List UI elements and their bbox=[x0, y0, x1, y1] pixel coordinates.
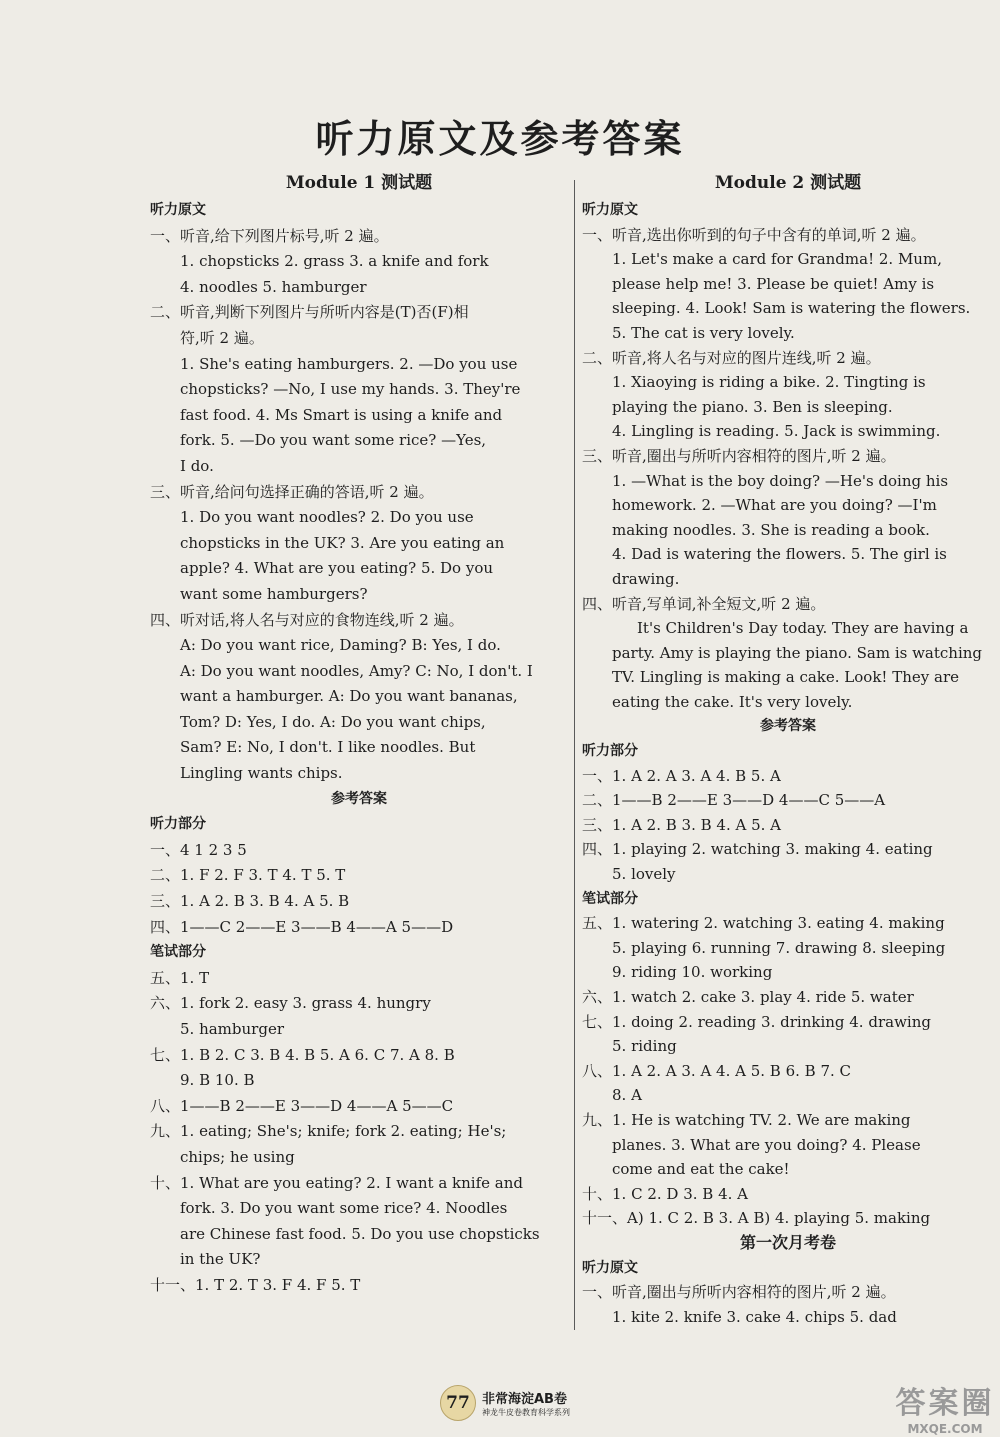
section-heading: 听力原文 bbox=[582, 202, 638, 218]
text-line: drawing. bbox=[612, 569, 680, 588]
text-line: 1. kite 2. knife 3. cake 4. chips 5. dad bbox=[612, 1307, 897, 1326]
text-line: 三、听音,给问句选择正确的答语,听 2 遍。 bbox=[150, 482, 434, 501]
text-line: fork. 3. Do you want some rice? 4. Noodles bbox=[180, 1199, 508, 1218]
page-number: 77 bbox=[440, 1385, 476, 1421]
text-line: eating the cake. It's very lovely. bbox=[612, 692, 853, 711]
text-line: 四、1——C 2——E 3——B 4——A 5——D bbox=[150, 917, 454, 936]
text-line: 1. She's eating hamburgers. 2. —Do you use bbox=[180, 354, 518, 373]
text-line: 三、1. A 2. B 3. B 4. A 5. A bbox=[582, 815, 782, 834]
section-heading: 听力原文 bbox=[582, 1259, 638, 1276]
text-line: 十、1. C 2. D 3. B 4. A bbox=[582, 1184, 748, 1203]
module-1-title: Module 1 测试题 bbox=[285, 173, 433, 193]
text-line: 六、1. watch 2. cake 3. play 4. ride 5. water bbox=[582, 988, 914, 1006]
text-line: 二、1. F 2. F 3. T 4. T 5. T bbox=[150, 866, 346, 885]
text-line: TV. Lingling is making a cake. Look! They are bbox=[612, 668, 959, 687]
text-line: making noodles. 3. She is reading a book. bbox=[612, 520, 930, 539]
text-line: 七、1. B 2. C 3. B 4. B 5. A 6. C 7. A 8. B bbox=[150, 1045, 455, 1064]
text-line: 五、1. watering 2. watching 3. eating 4. making bbox=[582, 914, 945, 933]
text-line: Tom? D: Yes, I do. A: Do you want chips, bbox=[180, 712, 486, 731]
text-line: 二、1——B 2——E 3——D 4——C 5——A bbox=[582, 791, 886, 810]
text-line: 9. riding 10. working bbox=[612, 963, 773, 982]
series-subtitle: 神龙牛皮卷教育科学系列 bbox=[482, 1408, 570, 1417]
text-line: 五、1. T bbox=[150, 968, 210, 987]
text-line: 1. chopsticks 2. grass 3. a knife and fork bbox=[180, 252, 489, 271]
left-column bbox=[150, 168, 568, 1299]
section-heading: 第一次月考卷 bbox=[739, 1232, 836, 1252]
text-line: chopsticks in the UK? 3. Are you eating an bbox=[180, 533, 505, 552]
text-line: 九、1. eating; She's; knife; fork 2. eating; He's; bbox=[150, 1122, 507, 1141]
text-line: 四、听音,写单词,补全短文,听 2 遍。 bbox=[582, 594, 826, 613]
text-line: want a hamburger. A: Do you want bananas, bbox=[180, 687, 518, 706]
module-2-content bbox=[582, 198, 994, 1329]
text-line: 四、1. playing 2. watching 3. making 4. eating bbox=[582, 840, 933, 859]
text-line: 1. Do you want noodles? 2. Do you use bbox=[180, 508, 474, 527]
text-line: 三、听音,圈出与所听内容相符的图片,听 2 遍。 bbox=[582, 446, 896, 465]
text-line: party. Amy is playing the piano. Sam is watching bbox=[612, 643, 983, 662]
watermark-line2: MXQE.COM bbox=[907, 1422, 983, 1436]
text-line: 十、1. What are you eating? 2. I want a knife and bbox=[150, 1173, 523, 1192]
text-line: chopsticks? —No, I use my hands. 3. They're bbox=[180, 380, 521, 399]
series-label bbox=[482, 1388, 570, 1418]
text-line: 八、1——B 2——E 3——D 4——A 5——C bbox=[150, 1096, 454, 1115]
section-heading: 笔试部分 bbox=[150, 944, 206, 961]
right-column bbox=[582, 168, 994, 1329]
series-title: 非常海淀AB卷 bbox=[482, 1392, 567, 1407]
text-line: Sam? E: No, I don't. I like noodles. But bbox=[180, 738, 476, 757]
text-line: 一、听音,圈出与所听内容相符的图片,听 2 遍。 bbox=[582, 1283, 896, 1302]
text-line: 5. riding bbox=[612, 1037, 677, 1056]
watermark-logo bbox=[895, 1378, 995, 1436]
text-line: 七、1. doing 2. reading 3. drinking 4. drawing bbox=[582, 1012, 931, 1031]
text-line: 一、听音,给下列图片标号,听 2 遍。 bbox=[150, 226, 389, 245]
section-heading: 听力部分 bbox=[582, 743, 638, 760]
section-heading: 参考答案 bbox=[760, 718, 816, 735]
text-line: 4. noodles 5. hamburger bbox=[180, 277, 367, 296]
text-line: 十一、A) 1. C 2. B 3. A B) 4. playing 5. making bbox=[582, 1209, 931, 1228]
text-line: 9. B 10. B bbox=[180, 1071, 255, 1090]
text-line: come and eat the cake! bbox=[612, 1160, 790, 1179]
text-line: apple? 4. What are you eating? 5. Do you bbox=[180, 559, 494, 578]
text-line: 1. —What is the boy doing? —He's doing his bbox=[612, 471, 949, 490]
text-line: A: Do you want rice, Daming? B: Yes, I do. bbox=[180, 636, 501, 655]
text-line: 1. Xiaoying is riding a bike. 2. Tingting is bbox=[612, 373, 926, 392]
text-line: 5. hamburger bbox=[180, 1020, 284, 1038]
text-line: fast food. 4. Ms Smart is using a knife and bbox=[180, 405, 503, 424]
text-line: A: Do you want noodles, Amy? C: No, I don't. I bbox=[180, 661, 533, 680]
text-line: 5. playing 6. running 7. drawing 8. sleeping bbox=[612, 938, 946, 957]
text-line: 六、1. fork 2. easy 3. grass 4. hungry bbox=[150, 994, 431, 1013]
text-line: 九、1. He is watching TV. 2. We are making bbox=[582, 1110, 911, 1129]
text-line: I do. bbox=[180, 456, 214, 475]
text-line: 4. Lingling is reading. 5. Jack is swimming. bbox=[612, 422, 941, 441]
text-line: 十一、1. T 2. T 3. F 4. F 5. T bbox=[150, 1275, 361, 1294]
text-line: 八、1. A 2. A 3. A 4. A 5. B 6. B 7. C bbox=[582, 1061, 852, 1080]
text-line: 4. Dad is watering the flowers. 5. The girl is bbox=[612, 545, 947, 564]
section-heading: 参考答案 bbox=[331, 790, 387, 807]
text-line: 四、听对话,将人名与对应的食物连线,听 2 遍。 bbox=[150, 610, 464, 629]
text-line: planes. 3. What are you doing? 4. Please bbox=[612, 1135, 921, 1154]
text-line: 5. lovely bbox=[612, 865, 676, 884]
text-line: homework. 2. —What are you doing? —I'm bbox=[612, 496, 937, 515]
text-line: 5. The cat is very lovely. bbox=[612, 323, 795, 342]
text-line: 二、听音,判断下列图片与所听内容是(T)否(F)相 bbox=[150, 303, 469, 322]
section-heading: 笔试部分 bbox=[582, 890, 638, 907]
text-line: sleeping. 4. Look! Sam is watering the flowers. bbox=[612, 299, 971, 318]
text-line: 8. A bbox=[612, 1086, 642, 1105]
text-line: 一、听音,选出你听到的句子中含有的单词,听 2 遍。 bbox=[582, 225, 926, 244]
text-line: 二、听音,将人名与对应的图片连线,听 2 遍。 bbox=[582, 348, 881, 367]
module-2-title: Module 2 测试题 bbox=[714, 173, 862, 193]
text-line: chips; he using bbox=[180, 1147, 295, 1166]
text-line: 一、1. A 2. A 3. A 4. B 5. A bbox=[582, 766, 781, 785]
module-1-content bbox=[150, 198, 568, 1299]
text-line: 一、4 1 2 3 5 bbox=[150, 840, 247, 859]
section-heading: 听力原文 bbox=[150, 202, 206, 218]
text-line: It's Children's Day today. They are having a bbox=[637, 619, 969, 638]
text-line: 符,听 2 遍。 bbox=[180, 328, 264, 347]
text-line: in the UK? bbox=[180, 1250, 261, 1269]
page-title: 听力原文及参考答案 bbox=[315, 117, 685, 161]
text-line: want some hamburgers? bbox=[180, 584, 368, 603]
section-heading: 听力部分 bbox=[150, 816, 206, 833]
text-line: 三、1. A 2. B 3. B 4. A 5. B bbox=[150, 892, 350, 911]
text-line: are Chinese fast food. 5. Do you use chopsticks bbox=[180, 1224, 540, 1243]
text-line: Lingling wants chips. bbox=[180, 764, 343, 783]
column-divider bbox=[574, 180, 575, 1330]
footer bbox=[440, 1385, 570, 1421]
text-line: fork. 5. —Do you want some rice? —Yes, bbox=[180, 431, 487, 450]
text-line: 1. Let's make a card for Grandma! 2. Mum, bbox=[612, 250, 942, 269]
text-line: please help me! 3. Please be quiet! Amy is bbox=[612, 274, 935, 293]
text-line: playing the piano. 3. Ben is sleeping. bbox=[612, 397, 893, 416]
watermark-line1: 答案圈 bbox=[895, 1386, 995, 1421]
